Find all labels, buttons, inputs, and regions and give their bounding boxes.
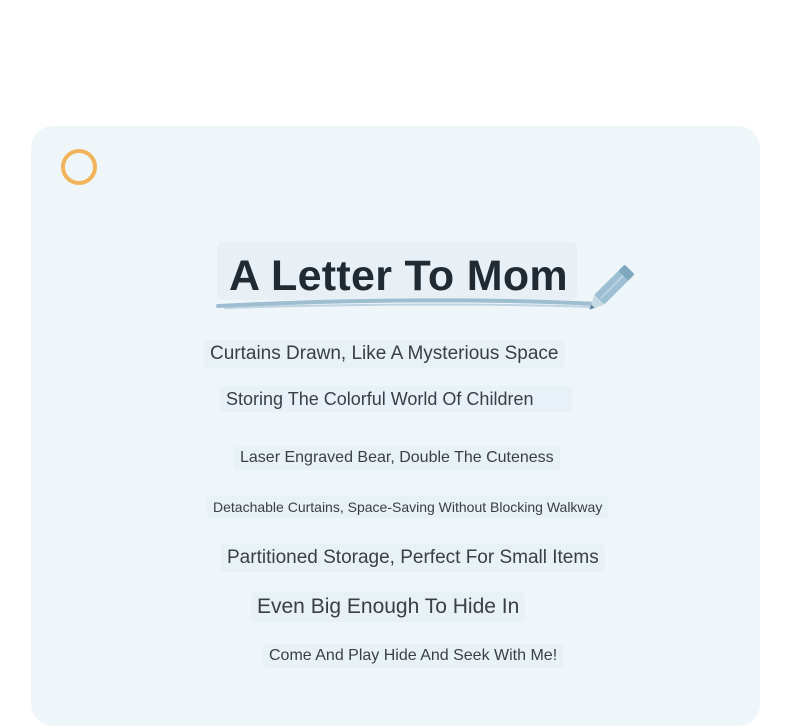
feature-line-hide: Even Big Enough To Hide In <box>251 592 525 622</box>
feature-line-storage: Storing The Colorful World Of Children <box>220 386 572 412</box>
ring-decoration-icon <box>61 149 97 185</box>
feature-line-play: Come And Play Hide And Seek With Me! <box>263 644 563 668</box>
feature-line-bear: Laser Engraved Bear, Double The Cuteness <box>234 446 560 470</box>
content-card <box>31 126 760 726</box>
feature-line-partitioned: Partitioned Storage, Perfect For Small Items <box>221 544 605 572</box>
feature-line-detachable: Detachable Curtains, Space-Saving Without Blocking Walkway <box>207 496 608 518</box>
feature-line-curtains: Curtains Drawn, Like A Mysterious Space <box>204 340 565 368</box>
pencil-icon <box>215 238 645 314</box>
page-title: A Letter To Mom <box>229 252 568 300</box>
title-block <box>215 238 645 314</box>
